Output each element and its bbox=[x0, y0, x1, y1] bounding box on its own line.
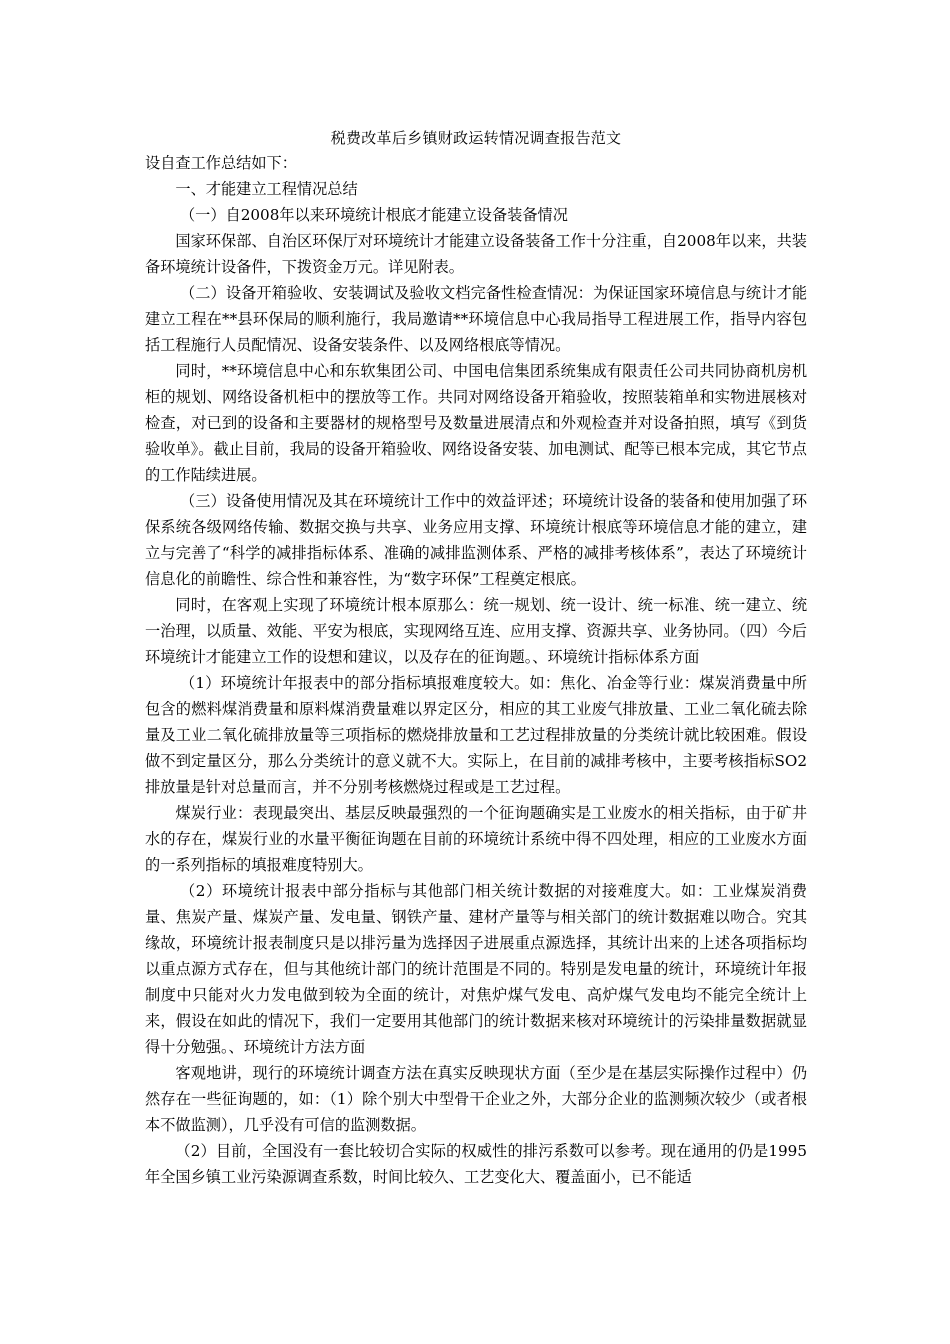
paragraph: 同时，在客观上实现了环境统计根本原那么：统一规划、统一设计、统一标准、统一建立、统一治理，以质量、效能、平安为根底，实现网络互连、应用支撑、资源共享、业务协同。（四）今后环境统计才能建立工作的设想和建议，以及存在的征询题。、环境统计指标体系方面 bbox=[145, 596, 807, 666]
paragraph: 同时，**环境信息中心和东软集团公司、中国电信集团系统集成有限责任公司共同协商机房机柜的规划、网络设备机柜中的摆放等工作。共同对网络设备开箱验收，按照装箱单和实物进展核对检查，对已到的设备和主要器材的规格型号及数量进展清点和外观检查并对设备拍照，填写《到货验收单》。截止目前，我局的设备开箱验收、网络设备安装、加电测试、配等已根本完成，其它节点的工作陆续进展。 bbox=[145, 362, 807, 484]
paragraph: 国家环保部、自治区环保厅对环境统计才能建立设备装备工作十分注重，自2008年以来，共装备环境统计设备件，下拨资金万元。详见附表。 bbox=[145, 232, 807, 276]
paragraph: 煤炭行业：表现最突出、基层反映最强烈的一个征询题确实是工业废水的相关指标，由于矿井水的存在，煤炭行业的水量平衡征询题在目前的环境统计系统中得不四处理，相应的工业废水方面的一系列指标的填报难度特别大。 bbox=[145, 804, 807, 874]
document-body bbox=[145, 126, 807, 1190]
paragraph: 客观地讲，现行的环境统计调查方法在真实反映现状方面（至少是在基层实际操作过程中）仍然存在一些征询题的，如：（1）除个别大中型骨干企业之外，大部分企业的监测频次较少（或者根本不做监测），几乎没有可信的监测数据。 bbox=[145, 1064, 807, 1134]
paragraph: 设自查工作总结如下： bbox=[145, 154, 297, 172]
paragraph-container bbox=[145, 150, 807, 1190]
document-title: 税费改革后乡镇财政运转情况调查报告范文 bbox=[330, 129, 622, 147]
paragraph: 一、才能建立工程情况总结 bbox=[175, 180, 358, 198]
paragraph: （三）设备使用情况及其在环境统计工作中的效益评述；环境统计设备的装备和使用加强了环保系统各级网络传输、数据交换与共享、业务应用支撑、环境统计根底等环境信息才能的建立，建立与完善了“科学的减排指标体系、准确的减排监测体系、严格的减排考核体系”，表达了环境统计信息化的前瞻性、综合性和兼容性，为“数字环保”工程奠定根底。 bbox=[145, 492, 807, 588]
paragraph: （二）设备开箱验收、安装调试及验收文档完备性检查情况：为保证国家环境信息与统计才能建立工程在**县环保局的顺利施行，我局邀请**环境信息中心我局指导工程进展工作，指导内容包括工程施行人员配情况、设备安装条件、以及网络根底等情况。 bbox=[145, 284, 807, 354]
paragraph: （2）目前，全国没有一套比较切合实际的权威性的排污系数可以参考。现在通用的仍是1995年全国乡镇工业污染源调查系数，时间比较久、工艺变化大、覆盖面小，已不能适 bbox=[145, 1142, 807, 1186]
paragraph: （一）自2008年以来环境统计根底才能建立设备装备情况 bbox=[179, 206, 568, 224]
paragraph: （1）环境统计年报表中的部分指标填报难度较大。如：焦化、冶金等行业：煤炭消费量中所包含的燃料煤消费量和原料煤消费量难以界定区分，相应的其工业废气排放量、工业二氧化硫去除量及工业二氧化硫排放量等三项指标的燃烧排放量和工艺过程排放量的分类统计就比较困难。假设做不到定量区分，那么分类统计的意义就不大。实际上，在目前的减排考核中，主要考核指标SO2排放量是针对总量而言，并不分别考核燃烧过程或是工艺过程。 bbox=[145, 674, 807, 796]
paragraph: （2）环境统计报表中部分指标与其他部门相关统计数据的对接难度大。如：工业煤炭消费量、焦炭产量、煤炭产量、发电量、钢铁产量、建材产量等与相关部门的统计数据难以吻合。究其缘故，环境统计报表制度只是以排污量为选择因子进展重点源选择，其统计出来的上述各项指标均以重点源方式存在，但与其他统计部门的统计范围是不同的。特别是发电量的统计，环境统计年报制度中只能对火力发电做到较为全面的统计，对焦炉煤气发电、高炉煤气发电均不能完全统计上来，假设在如此的情况下，我们一定要用其他部门的统计数据来核对环境统计的污染排量数据就显得十分勉强。、环境统计方法方面 bbox=[145, 882, 807, 1056]
